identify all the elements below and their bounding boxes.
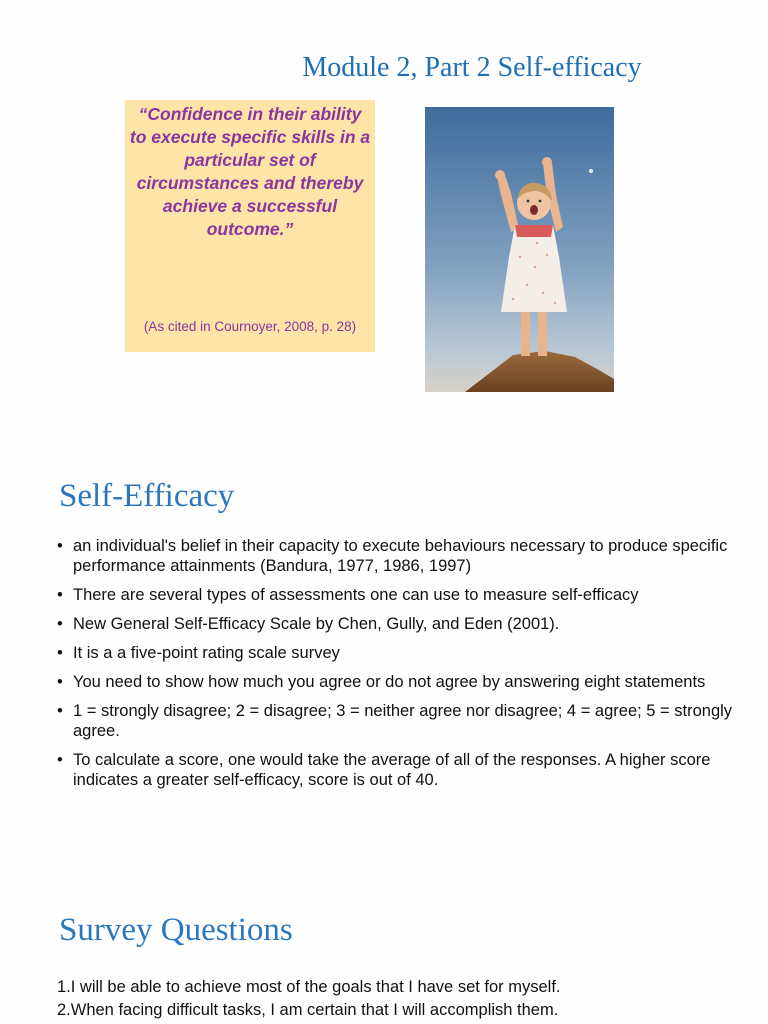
quote-box: [125, 100, 375, 352]
quote-text: “Confidence in their ability to execute specific skills in a particular set of circumstances and thereby achieve a successful outcome.”: [129, 104, 371, 239]
list-item: [57, 585, 737, 605]
bullet-text: To calculate a score, one would take the average of all of the responses. A higher score indicates a greater self-efficacy, score is out of 40.: [73, 751, 711, 789]
self-efficacy-bullet-list: [57, 536, 737, 799]
survey-question-list: [57, 976, 747, 1022]
quote-citation: (As cited in Cournoyer, 2008, p. 28): [143, 319, 357, 334]
bullet-icon: •: [57, 702, 63, 720]
list-item: [57, 672, 737, 692]
girl-cheering-photo: [425, 107, 614, 392]
survey-question: 2.When facing difficult tasks, I am certain that I will accomplish them.: [57, 1001, 559, 1019]
survey-question: 1.I will be able to achieve most of the goals that I have set for myself.: [57, 978, 561, 996]
bullet-icon: •: [57, 644, 63, 662]
slide-title: Module 2, Part 2 Self-efficacy: [302, 52, 642, 83]
list-item: [57, 701, 737, 741]
bullet-icon: •: [57, 586, 63, 604]
bullet-icon: •: [57, 537, 63, 555]
bullet-text: You need to show how much you agree or do not agree by answering eight statements: [73, 673, 706, 691]
list-item: [57, 643, 737, 663]
bullet-icon: •: [57, 673, 63, 691]
list-item: [57, 614, 737, 634]
bullet-icon: •: [57, 751, 63, 769]
list-item: [57, 750, 737, 790]
bullet-text: 1 = strongly disagree; 2 = disagree; 3 = neither agree nor disagree; 4 = agree; 5 = strongly agree.: [73, 702, 733, 740]
bullet-text: New General Self-Efficacy Scale by Chen, Gully, and Eden (2001).: [73, 615, 560, 633]
bullet-text: There are several types of assessments one can use to measure self-efficacy: [73, 586, 639, 604]
bullet-text: It is a a five-point rating scale survey: [73, 644, 340, 662]
bullet-icon: •: [57, 615, 63, 633]
list-item: [57, 536, 737, 576]
bullet-text: an individual's belief in their capacity to execute behaviours necessary to produce specific performance attainments (Bandura, 1977, 1986, 1997): [73, 537, 728, 575]
survey-questions-heading: Survey Questions: [59, 912, 293, 948]
self-efficacy-heading: Self-Efficacy: [59, 478, 235, 514]
